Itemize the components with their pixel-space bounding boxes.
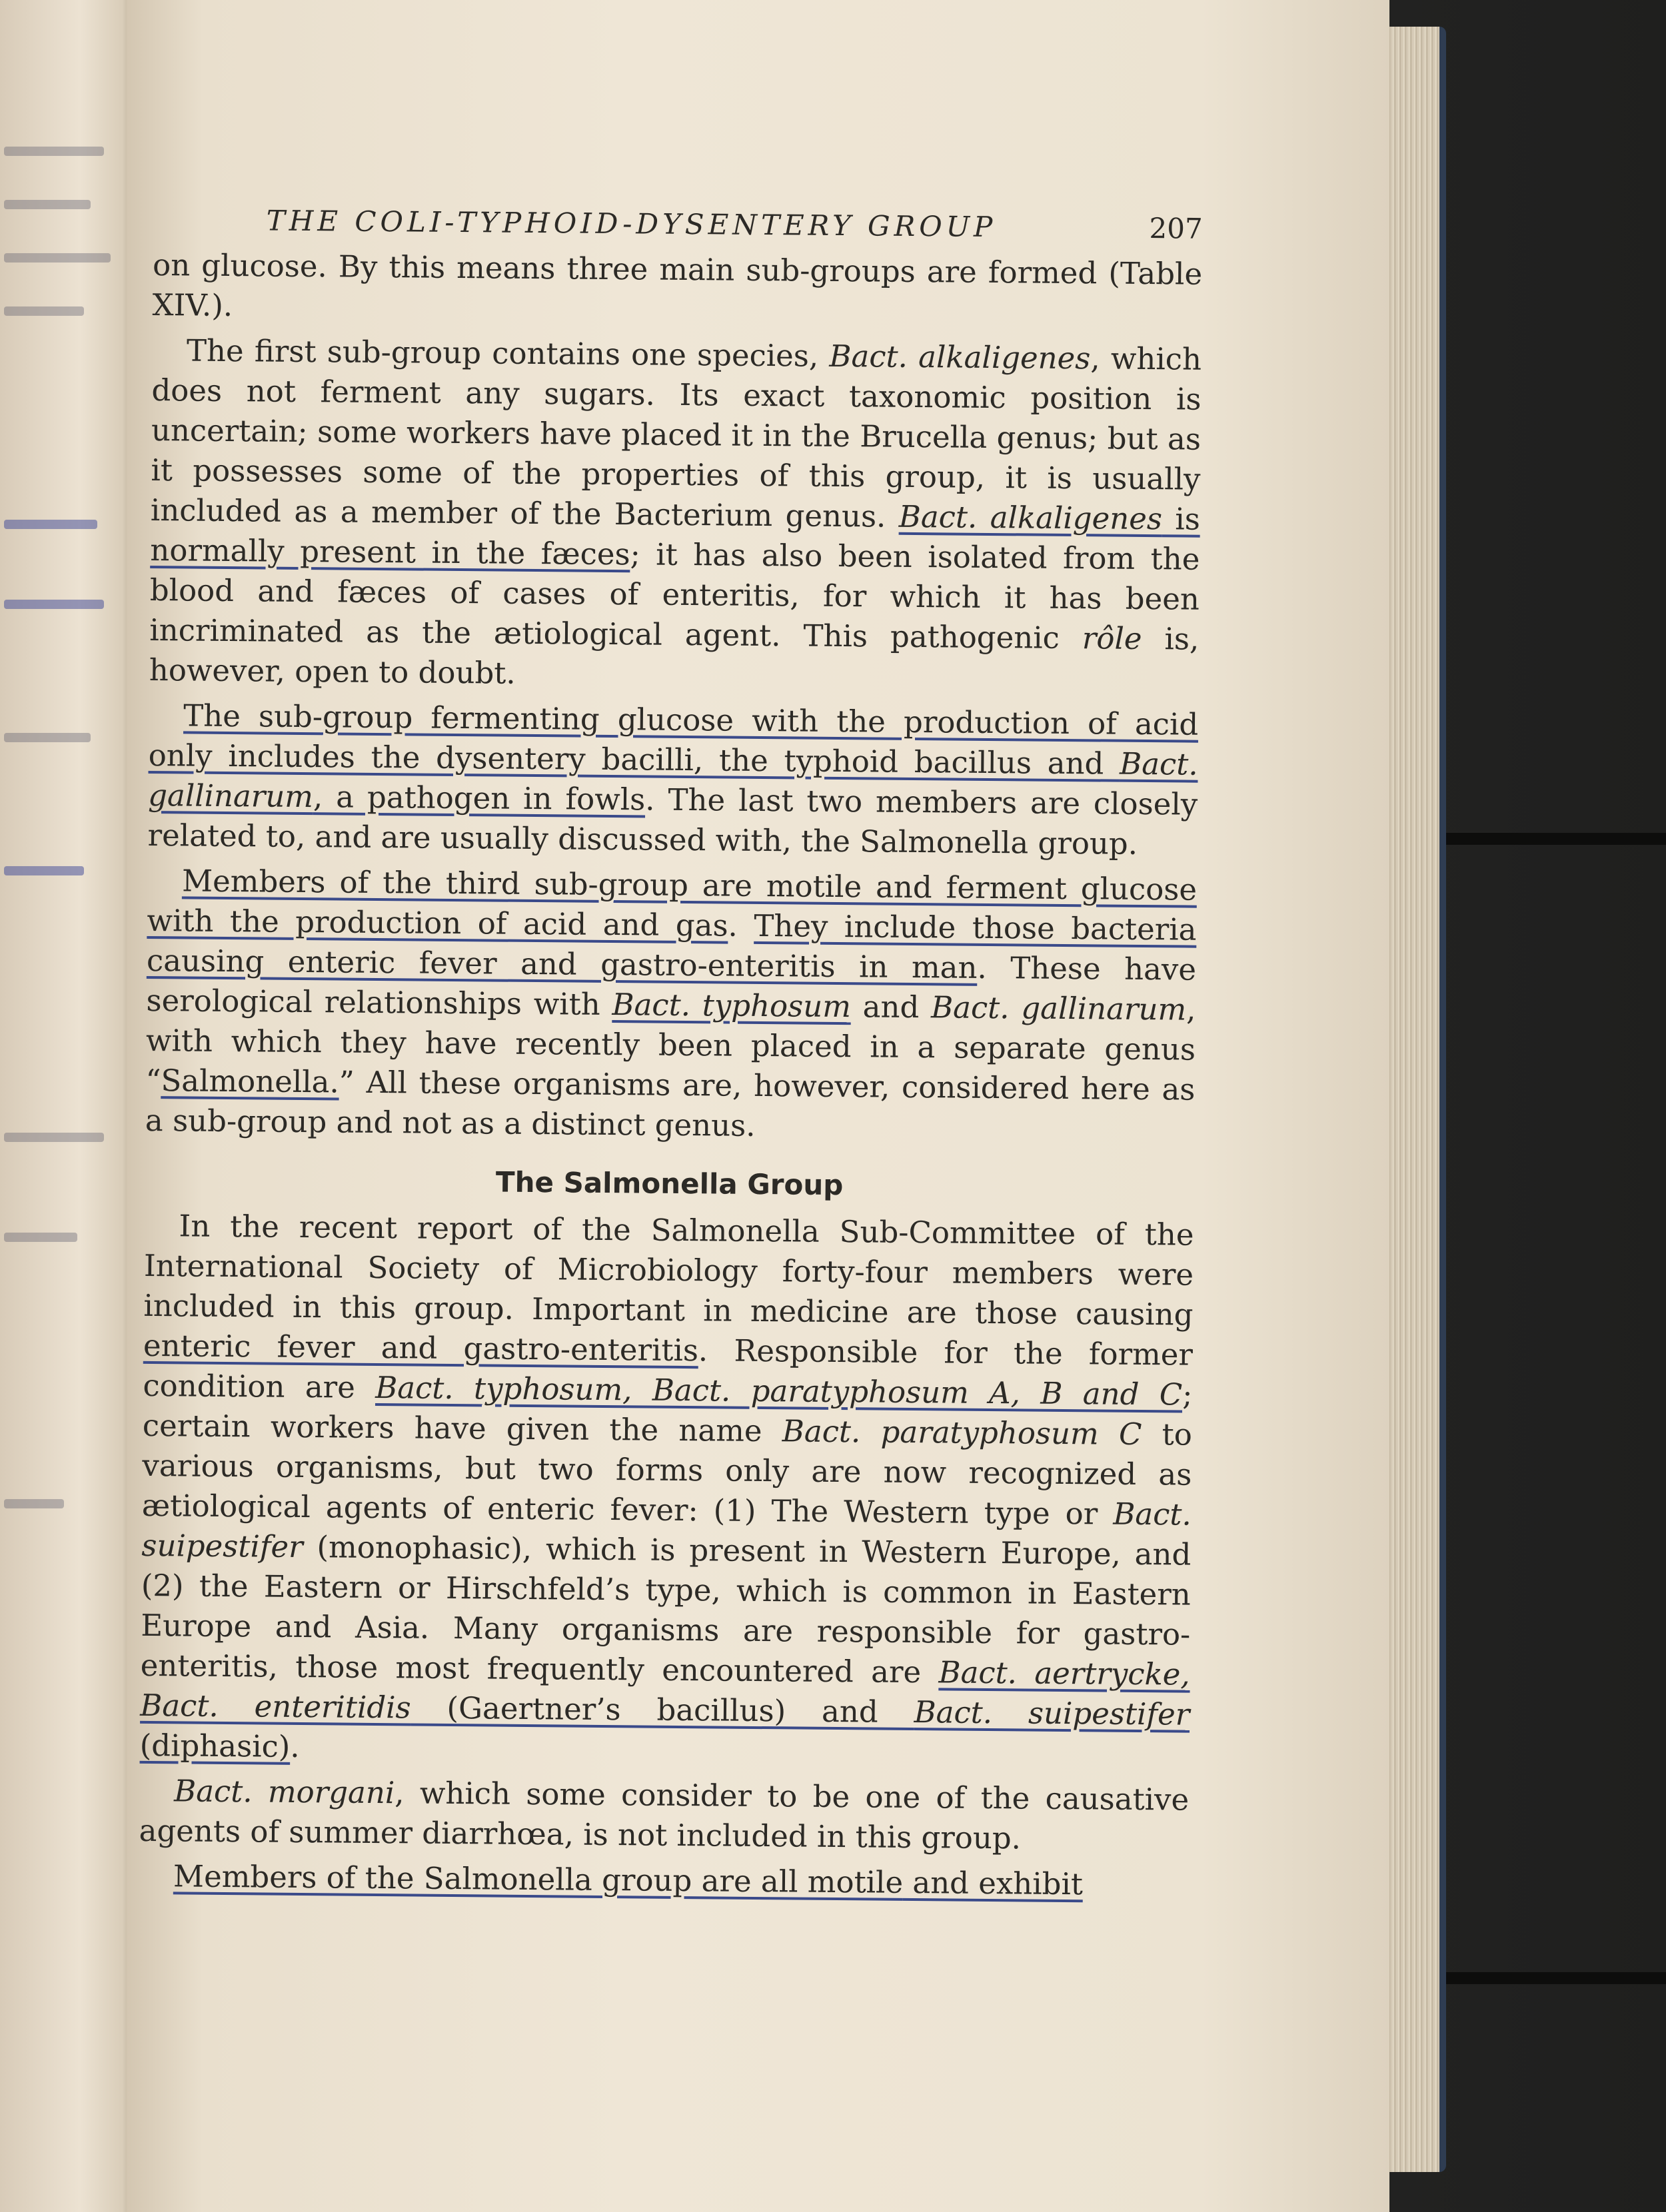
species-name: Bact. typhosum <box>612 987 852 1025</box>
left-page-text-fragment <box>4 1233 77 1242</box>
left-page-text-fragment <box>4 147 104 156</box>
species-name: Bact. gallinarum <box>147 746 1198 815</box>
page-content <box>139 200 1203 1911</box>
text-run: , with which they have recently been placed in a separate genus “ <box>145 991 1196 1099</box>
text-run: . The last two members are closely related to, and are usually discussed with, the Salmonella group. <box>147 782 1198 861</box>
species-name: Bact. suipestifer <box>141 1496 1192 1565</box>
text-run: , which some consider to be one of the causative agents of summer diarrhœa, is not included in this group. <box>139 1775 1190 1856</box>
text-run: , a pathogen in fowls <box>313 779 646 818</box>
species-name: Bact. alkaligenes <box>898 498 1163 537</box>
species-name: Bact. gallinarum <box>930 989 1187 1027</box>
text-run: The sub-group fermenting glucose with the production of acid only includes the dysentery bacilli, the typhoid bacillus and <box>148 698 1199 782</box>
species-name: Bact. alkaligenes <box>829 338 1091 376</box>
left-page-text-fragment <box>4 733 91 742</box>
text-run: ; certain workers have given the name <box>142 1377 1193 1449</box>
left-page-text-fragment <box>4 306 84 316</box>
paragraph-6 <box>139 1771 1189 1860</box>
left-page-text-fragment <box>4 200 91 209</box>
text-run: ; it has also been isolated from the blood and fæces of cases of enteritis, for which it has been incriminated as the ætiological agent. This pathogenic <box>149 536 1200 656</box>
left-facing-page <box>0 0 133 2212</box>
text-run: The first sub-group contains one species, <box>186 332 830 374</box>
book-page <box>127 0 1389 2212</box>
species-name: Bact. suipestifer <box>914 1694 1190 1732</box>
text-run: is, however, open to doubt. <box>149 620 1200 691</box>
paragraph-3 <box>147 696 1198 865</box>
text-run: . These have serological relationships with <box>146 949 1197 1023</box>
paragraph-1: on glucose. By this means three main sub-groups are formed (Table XIV.). <box>152 247 1203 324</box>
text-run: to various organisms, but two forms only are now recognized as ætiological agents of enteric fever: (1) The Western type or <box>141 1416 1193 1532</box>
text-run: . Responsible for the former condition are <box>143 1333 1194 1405</box>
paragraph-4 <box>145 861 1198 1150</box>
underlined-passage: They include those bacteria causing enteric fever and gastro-enteritis in man <box>146 907 1197 985</box>
running-head <box>153 200 1202 251</box>
left-page-ink-mark <box>4 520 97 529</box>
book-page-edges <box>1386 27 1446 2172</box>
text-run: ” All these organisms are, however, considered here as a sub-group and not as a distinct genus. <box>145 1064 1196 1143</box>
left-page-text-fragment <box>4 1499 64 1508</box>
underlined-passage: Members of the Salmonella group are all motile <box>173 1858 904 1900</box>
left-page-text-fragment <box>4 1133 104 1142</box>
text-run: . <box>728 907 754 943</box>
text-run: (monophasic), which is present in Western Europe, and (2) the Eastern or Hirschfeld’s type, which is common in Eastern Europe and Asia. Many organisms are responsible for gastro-enteritis, those most frequently encountered are <box>140 1529 1192 1690</box>
text-run: (diphasic) <box>139 1727 291 1764</box>
underlined-passage: and exhibit <box>902 1864 1084 1902</box>
text-run: is normally present in the fæces <box>150 501 1201 572</box>
text-run: and <box>850 989 932 1025</box>
species-name: Bact. morgani <box>173 1773 395 1811</box>
species-name: Bact. aertrycke, Bact. enteritidis <box>140 1654 1190 1726</box>
text-run: In the recent report of the Salmonella Sub-Committee of the International Society of Microbiology forty-four members were included in this group. Important in medicine are those causing <box>143 1208 1194 1333</box>
paragraph-2 <box>149 330 1202 700</box>
species-name: Bact. typhosum, Bact. paratyphosum A, B and C <box>375 1369 1183 1412</box>
underlined-passage: enteric fever and gastro-enteritis <box>143 1327 699 1369</box>
paragraph-5 <box>139 1206 1194 1775</box>
page-number: 207 <box>1149 212 1203 245</box>
text-run: . <box>290 1728 300 1765</box>
text-run: , which does not ferment any sugars. Its exact taxonomic position is uncertain; some workers have placed it in the Brucella genus; but as it possesses some of the properties of this group, it is usually included as a member of the Bacterium genus. <box>150 340 1202 534</box>
paragraph-7 <box>139 1856 1188 1906</box>
species-name: Bact. paratyphosum C <box>782 1413 1142 1452</box>
text-run: (Gaertner’s bacillus) and <box>411 1690 914 1730</box>
left-page-ink-mark <box>4 600 104 609</box>
underlined-passage: Salmonella. <box>161 1063 340 1100</box>
running-head-title: THE COLI-TYPHOID-DYSENTERY GROUP <box>266 204 997 244</box>
underlined-passage: Members of the third sub-group are motile and ferment glucose with the production of acid and gas <box>147 863 1198 943</box>
left-page-ink-mark <box>4 866 84 875</box>
italic-word: rôle <box>1082 620 1142 656</box>
left-page-text-fragment <box>4 253 111 263</box>
section-heading: The Salmonella Group <box>495 1165 844 1202</box>
